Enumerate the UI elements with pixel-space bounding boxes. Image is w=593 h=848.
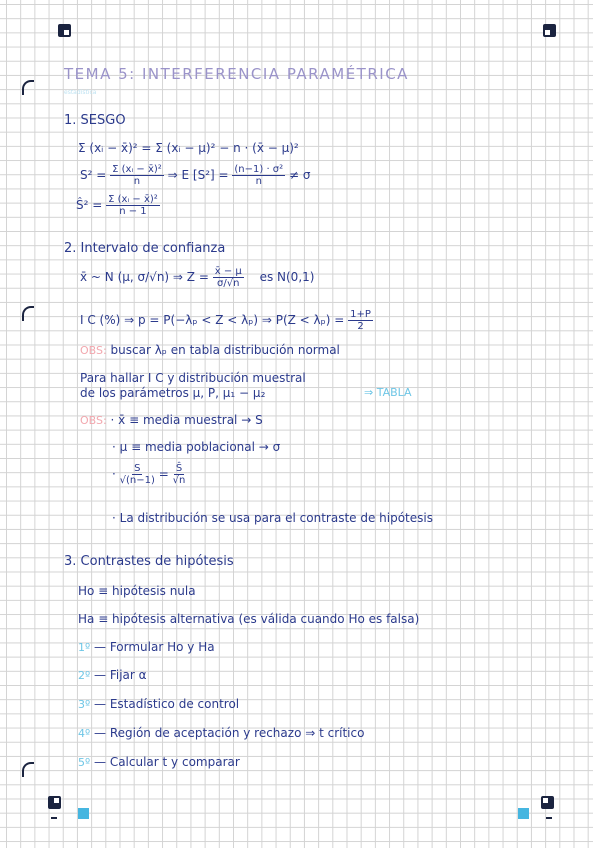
section3-heading: 3. Contrastes de hipótesis [64, 554, 234, 569]
binder-hole-top [22, 80, 34, 95]
step-item: 2º — Fijar α [78, 668, 147, 682]
binder-hole-bottom [22, 762, 34, 777]
tabla-reference: ⇒ TABLA [364, 386, 412, 399]
binder-hole-middle [22, 306, 34, 321]
obs-label: OBS: [80, 344, 107, 357]
bottom-left-dash [51, 817, 57, 819]
corner-marker-top-left [58, 24, 71, 37]
section1-equation-2: S² = $\frac{\text{Σ (xᵢ − x̄)²}}{n}$ ⇒ E [S²] = $\frac{\text{(n−1) · σ²}}{n}$ ≠ σ [80, 164, 311, 187]
sampling-distribution-line: x̄ ~ N (μ, σ/√n) ⇒ Z = $\frac{x̄ - \mu}{\sigma/√n}$ es N(0,1) [80, 266, 315, 289]
section1-equation-1: Σ (xᵢ − x̄)² = Σ (xᵢ − μ)² − n · (x̄ − μ)² [78, 141, 299, 155]
corner-marker-top-right [543, 24, 556, 37]
section1-heading: 1. SESGO [64, 113, 126, 128]
obs-bullet-2: · μ ≡ media poblacional → σ [112, 440, 281, 454]
confidence-interval-line: I C (%) ⇒ p = P(−λₚ < Z < λₚ) ⇒ P(Z < λₚ) = $\frac{1+P}{2}$ [80, 309, 371, 332]
page-title: TEMA 5: INTERFERENCIA PARAMÉTRICA [64, 65, 409, 83]
obs-bullet-4: · La distribución se usa para el contraste de hipótesis [112, 511, 433, 525]
alternative-hypothesis: Ha ≡ hipótesis alternativa (es válida cuando Ho es falsa) [78, 612, 420, 626]
blue-marker-left [78, 808, 89, 819]
obs-note-1: OBS: buscar λₚ en tabla distribución normal [80, 343, 340, 357]
null-hypothesis: Ho ≡ hipótesis nula [78, 584, 196, 598]
para-line-1: Para hallar I C y distribución muestral [80, 371, 306, 385]
step-item: 4º — Región de aceptación y rechazo ⇒ t crítico [78, 726, 365, 740]
page-subtitle: estadística [64, 89, 97, 96]
obs-label: OBS: [80, 414, 107, 427]
step-item: 5º — Calcular t y comparar [78, 755, 240, 769]
step-item: 3º — Estadístico de control [78, 697, 240, 711]
section1-equation-3: Ŝ² = $\frac{\text{Σ (xᵢ − x̄)²}}{n - 1}$ [76, 194, 158, 217]
blue-marker-right [518, 808, 529, 819]
obs-bullet-3: · $\frac{S}{√(n-1)}$ = $\frac{Ŝ}{√n}$ [112, 463, 186, 486]
obs-note-2: OBS: · x̄ ≡ media muestral → S [80, 413, 263, 427]
corner-marker-bottom-left [48, 796, 61, 809]
corner-marker-bottom-right [541, 796, 554, 809]
bottom-right-dash [546, 817, 552, 819]
section2-heading: 2. Intervalo de confianza [64, 241, 226, 256]
step-item: 1º — Formular Ho y Ha [78, 640, 215, 654]
para-line-2: de los parámetros μ, P, μ₁ − μ₂ [80, 386, 266, 400]
